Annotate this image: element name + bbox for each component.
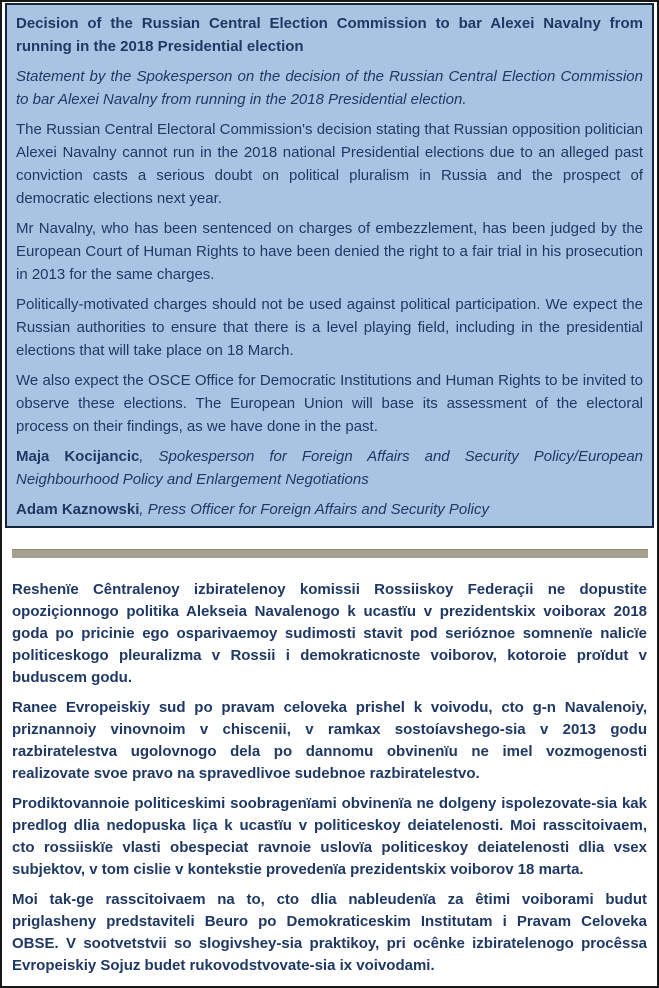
transliteration-section bbox=[5, 558, 654, 977]
transliteration-paragraph: Prodiktovannoie politiceskimi soobragenïami obvinenïa ne dolgeny ispolezovate-sia kak predlog dlia nedopuska liça k ucastïu v politiceskoy deiatelenosti. Moi rasscitoivaem, cto rossiiskïe vlasti obespeciat ravnoie uslovïa politiceskoy deiatelenosti dlia vsex subjektov, v tom cislie v kontekstie provedenïa prezidentskix voiborov 18 marta. bbox=[12, 795, 647, 878]
statement-panel bbox=[5, 3, 654, 528]
transliteration-paragraph: Reshenïe Cêntralenoy izbiratelenoy komissii Rossiiskoy Federaçii ne dopustite opoziçionnogo politika Alekseia Navalenogo k ucastïu v prezidentskix voiborax 2018 goda po pricinie ego osparivaemoy sudimosti stavit pod serióznoe somnenïe nalicïe politiceskogo pleuralizma v Rossii i demokraticnoste voiborov, kotoroie proïdut v buduscem godu. bbox=[12, 581, 647, 686]
transliteration-paragraph: Moi tak-ge rasscitoivaem na to, cto dlia nableudenïa za êtimi voiborami budut priglasheny predstaviteli Beuro po Demokraticeskim Institutam i Pravam Celoveka OBSE. V sootvetstvii so slogivshey-sia praktikoy, pri ocênke izbiratelenogo procêssa Evropeiskiy Sojuz budet rukovodstvovate-sia ix voivodami. bbox=[12, 891, 647, 974]
signature-name: Maja Kocijancic bbox=[16, 448, 140, 465]
statement-paragraph: The Russian Central Electoral Commission's decision stating that Russian opposition politician Alexei Navalny cannot run in the 2018 national Presidential elections due to an alleged past conviction casts a serious doubt on political pluralism in Russia and the prospect of democratic elections next year. bbox=[16, 121, 643, 207]
statement-paragraph: We also expect the OSCE Office for Democratic Institutions and Human Rights to be invited to observe these elections. The European Union will base its assessment of the electoral process on their findings, as we have done in the past. bbox=[16, 372, 643, 435]
statement-paragraph: Politically-motivated charges should not be used against political participation. We expect the Russian authorities to ensure that there is a level playing field, including in the presidential elections that will take place on 18 March. bbox=[16, 296, 643, 359]
signature-press-officer bbox=[16, 498, 643, 521]
transliteration-paragraph: Ranee Evropeiskiy sud po pravam celoveka prishel k voivodu, cto g-n Navalenoiy, priznannoiy vinovnoim v chiscenii, v ramkax sostoíavshego-sia v 2013 godu razbiratelestva ugolovnogo dela po dannomu obvinenïu ne imel vozmogenosti realizovate svoe pravo na spravedlivoe sudebnoe razbiratelestvo. bbox=[12, 699, 647, 782]
section-divider bbox=[12, 549, 648, 558]
signature-role: , Spokesperson for Foreign Affairs and Security Policy/European Neighbourhood Policy and Enlargement Negotiations bbox=[16, 448, 644, 488]
statement-title: Decision of the Russian Central Election Commission to bar Alexei Navalny from running in the 2018 Presidential election bbox=[16, 15, 643, 55]
signature-name: Adam Kaznowski bbox=[16, 501, 140, 518]
signature-role: , Press Officer for Foreign Affairs and Security Policy bbox=[139, 501, 489, 518]
statement-paragraph: Mr Navalny, who has been sentenced on charges of embezzlement, has been judged by the European Court of Human Rights to have been denied the right to a fair trial in his prosecution in 2013 for the same charges. bbox=[16, 220, 643, 283]
signature-spokesperson bbox=[16, 445, 643, 491]
statement-subtitle: Statement by the Spokesperson on the decision of the Russian Central Election Commission to bar Alexei Navalny from running in the 2018 Presidential election. bbox=[16, 68, 643, 108]
